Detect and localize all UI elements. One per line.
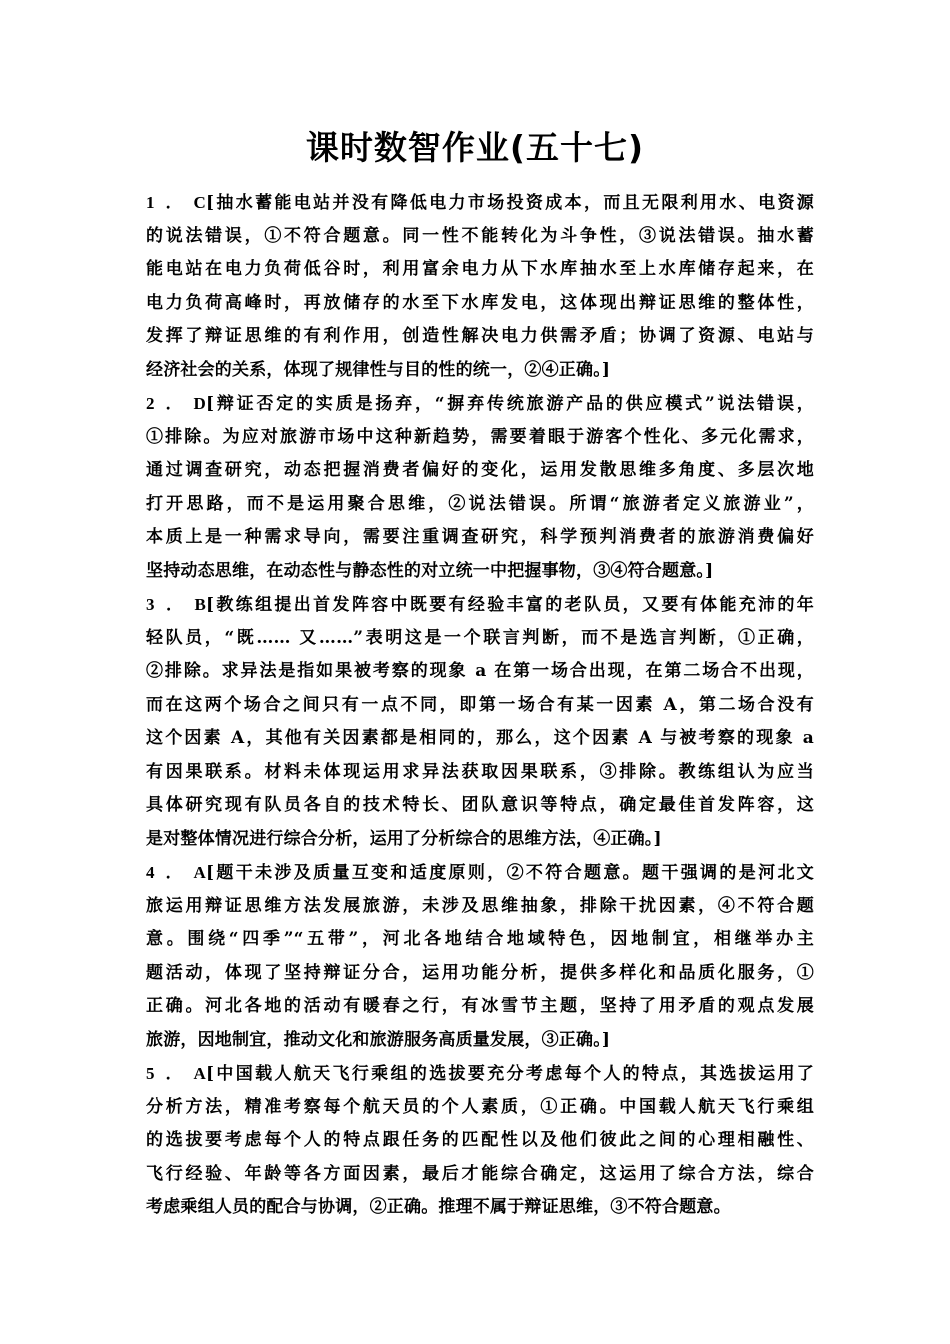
- answer-line: 题活动，体现了坚持辩证分合，运用功能分析，提供多样化和品质化服务，①: [146, 962, 814, 983]
- answer-line: 发挥了辩证思维的有利作用，创造性解决电力供需矛盾；协调了资源、电站与: [146, 326, 814, 346]
- answer-line: 轻队员，“既…… 又……”表明这是一个联言判断，而不是选言判断，①正确，: [146, 627, 814, 648]
- answer-line: 5．A[中国载人航天飞行乘组的选拔要充分考虑每个人的特点，其选拔运用了: [146, 1057, 814, 1091]
- answer-number: 5．A: [146, 1064, 206, 1083]
- answer-line: 这个因素 A，其他有关因素都是相同的，那么，这个因素 A 与被考察的现象 a: [146, 728, 814, 748]
- answer-line: 通过调查研究，动态把握消费者偏好的变化，运用发散思维多角度、多层次地: [146, 460, 814, 480]
- answer-line: 有因果联系。材料未体现运用求异法获取因果联系，③排除。教练组认为应当: [146, 761, 814, 782]
- answer-line: 旅运用辩证思维方法发展旅游，未涉及思维抽象，排除干扰因素，④不符合题: [146, 895, 814, 916]
- answer-line: ②排除。求异法是指如果被考察的现象 a 在第一场合出现，在第二场合不出现，: [146, 661, 814, 681]
- answer-line: 考虑乘组人员的配合与协调，②正确。推理不属于辩证思维，③不符合题意。: [146, 1197, 731, 1217]
- answer-line: ①排除。为应对旅游市场中这种新趋势，需要着眼于游客个性化、多元化需求，: [146, 426, 814, 447]
- answer-line: 具体研究现有队员各自的技术特长、团队意识等特点，确定最佳首发阵容，这: [146, 795, 814, 815]
- answer-number: 3．B: [146, 595, 206, 614]
- answer-line: 电力负荷高峰时，再放储存的水至下水库发电，这体现出辩证思维的整体性，: [146, 292, 814, 313]
- page-title: 课时数智作业(五十七): [305, 128, 645, 167]
- answer-line: 分析方法，精准考察每个航天员的个人素质，①正确。中国载人航天飞行乘组: [146, 1096, 814, 1117]
- answer-line: 2．D[辩证否定的实质是扬弃，“摒弃传统旅游产品的供应模式”说法错误，: [146, 387, 814, 421]
- answer-5: [146, 1057, 814, 1225]
- answer-line: 打开思路，而不是运用聚合思维，②说法错误。所谓“旅游者定义旅游业”，: [146, 493, 814, 514]
- answer-2: [146, 387, 814, 588]
- answer-line: 的选拔要考虑每个人的特点跟任务的匹配性以及他们彼此之间的心理相融性、: [146, 1130, 814, 1150]
- answer-line: 的说法错误，①不符合题意。同一性不能转化为斗争性，③说法错误。抽水蓄: [146, 225, 814, 246]
- answer-line: 而在这两个场合之间只有一点不同，即第一场合有某一因素 A，第二场合没有: [146, 694, 814, 715]
- answer-4: [146, 856, 814, 1057]
- answer-line: 坚持动态思维，在动态性与静态性的对立统一中把握事物，③④符合题意。]: [146, 560, 714, 581]
- answer-line: 经济社会的关系，体现了规律性与目的性的统一，②④正确。]: [146, 359, 611, 380]
- answer-line: 正确。河北各地的活动有暖春之行，有冰雪节主题，坚持了用矛盾的观点发展: [146, 996, 814, 1016]
- answer-1: [146, 186, 814, 387]
- answer-3: [146, 588, 814, 856]
- answer-line: 意。围绕“四季”“五带”，河北各地结合地域特色，因地制宜，相继举办主: [146, 929, 814, 949]
- answer-number: 4．A: [146, 863, 206, 882]
- answer-number: 1．C: [146, 193, 206, 212]
- answer-number: 2．D: [146, 394, 206, 413]
- answer-line: 1．C[抽水蓄能电站并没有降低电力市场投资成本，而且无限利用水、电资源: [146, 186, 814, 220]
- answer-line: 4．A[题干未涉及质量互变和适度原则，②不符合题意。题干强调的是河北文: [146, 856, 814, 890]
- answer-line: 飞行经验、年龄等各方面因素，最后才能综合确定，这运用了综合方法，综合: [146, 1163, 814, 1184]
- answer-body: [146, 186, 814, 1225]
- answer-line: 能电站在电力负荷低谷时，利用富余电力从下水库抽水至上水库储存起来，在: [146, 259, 814, 279]
- answer-line: 旅游，因地制宜，推动文化和旅游服务高质量发展，③正确。]: [146, 1029, 611, 1050]
- answer-line: 是对整体情况进行综合分析，运用了分析综合的思维方法，④正确。]: [146, 828, 662, 849]
- answer-line: 本质上是一种需求导向，需要注重调查研究，科学预判消费者的旅游消费偏好: [146, 527, 814, 547]
- answer-line: 3．B[教练组提出首发阵容中既要有经验丰富的老队员，又要有体能充沛的年: [146, 588, 814, 622]
